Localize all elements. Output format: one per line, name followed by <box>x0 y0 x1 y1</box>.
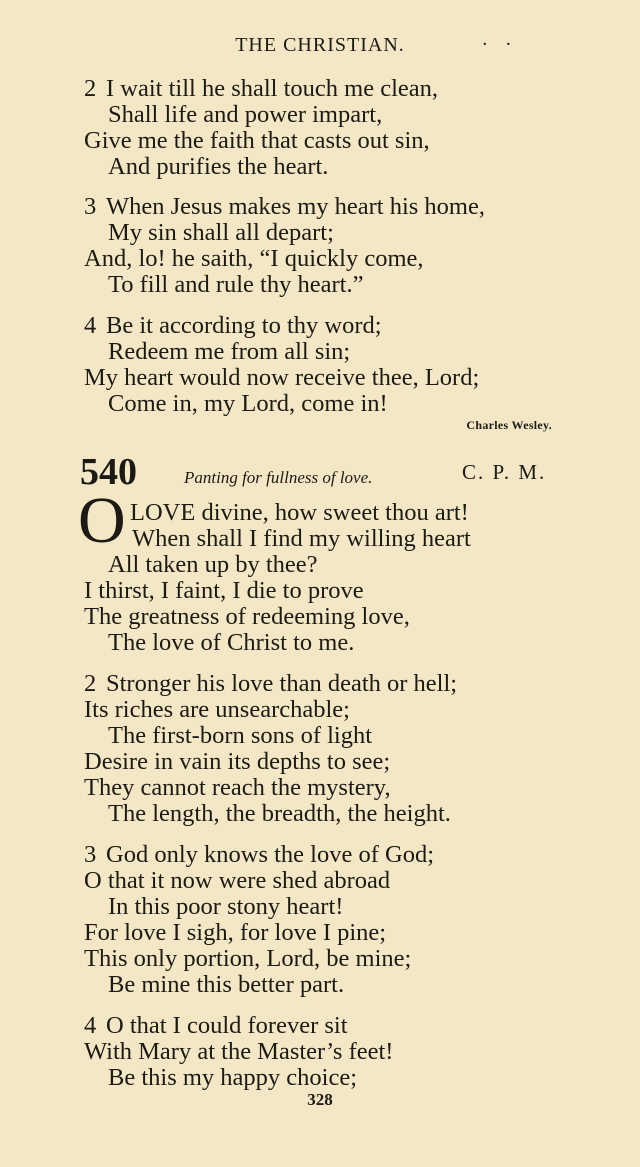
verse-line: 4 O that I could forever sit <box>84 1012 348 1039</box>
verse-line: I thirst, I faint, I die to prove <box>84 577 364 604</box>
verse-line: LOVE divine, how sweet thou art! <box>130 499 469 526</box>
verse-number: 3 <box>84 193 97 220</box>
verse-line: In this poor stony heart! <box>108 893 344 920</box>
verse-line: And purifies the heart. <box>108 153 329 180</box>
hymn-title: Panting for fullness of love. <box>184 468 373 487</box>
verse-line: For love I sigh, for love I pine; <box>84 919 387 946</box>
verse-line: Shall life and power impart, <box>108 101 383 128</box>
verse-line: The greatness of redeeming love, <box>84 603 410 630</box>
drop-cap: O <box>78 484 126 557</box>
verse-line: My sin shall all depart; <box>108 219 334 246</box>
verse-line: Desire in vain its depths to see; <box>84 748 391 775</box>
verse-line: My heart would now receive thee, Lord; <box>84 364 480 391</box>
verse-line: 3 God only knows the love of God; <box>84 841 434 868</box>
verse-line: O that it now were shed abroad <box>84 867 391 894</box>
hymn-number: 540 <box>80 451 137 493</box>
verse-line: The first-born sons of light <box>108 722 373 749</box>
hymn-meter: C. P. M. <box>462 460 547 484</box>
verse-number: 3 <box>84 841 97 868</box>
verse-number: 2 <box>84 670 97 697</box>
verse-line: Be mine this better part. <box>108 971 345 998</box>
verse-line: Redeem me from all sin; <box>108 338 351 365</box>
verse-line: And, lo! he saith, “I quickly come, <box>84 245 424 272</box>
verse-line: Come in, my Lord, come in! <box>108 390 388 417</box>
author-attribution: Charles Wesley. <box>466 418 552 432</box>
verse-line: This only portion, Lord, be mine; <box>84 945 412 972</box>
verse-line: The love of Christ to me. <box>108 629 355 656</box>
verse-line: 3 When Jesus makes my heart his home, <box>84 193 485 220</box>
verse-line: Give me the faith that casts out sin, <box>84 127 430 154</box>
verse-line: When shall I find my willing heart <box>132 525 471 552</box>
verse-number: 2 <box>84 75 97 102</box>
verse-number: 4 <box>84 1012 97 1039</box>
page-number: 328 <box>307 1090 333 1109</box>
verse-line: All taken up by thee? <box>108 551 318 578</box>
verse-line: 2 Stronger his love than death or hell; <box>84 670 458 697</box>
verse-number: 4 <box>84 312 97 339</box>
verse-line: The length, the breadth, the height. <box>108 800 451 827</box>
verse-line: Be this my happy choice; <box>108 1064 358 1091</box>
verse-line: 2 I wait till he shall touch me clean, <box>84 75 439 102</box>
verse-line: Its riches are unsearchable; <box>84 696 350 723</box>
verse-line: With Mary at the Master’s feet! <box>84 1038 394 1065</box>
verse-line: 4 Be it according to thy word; <box>84 312 382 339</box>
verse-line: They cannot reach the mystery, <box>84 774 391 801</box>
verse-line: To fill and rule thy heart.” <box>108 271 364 298</box>
running-header: THE CHRISTIAN. <box>235 34 405 56</box>
header-ornament: · · <box>482 34 518 55</box>
